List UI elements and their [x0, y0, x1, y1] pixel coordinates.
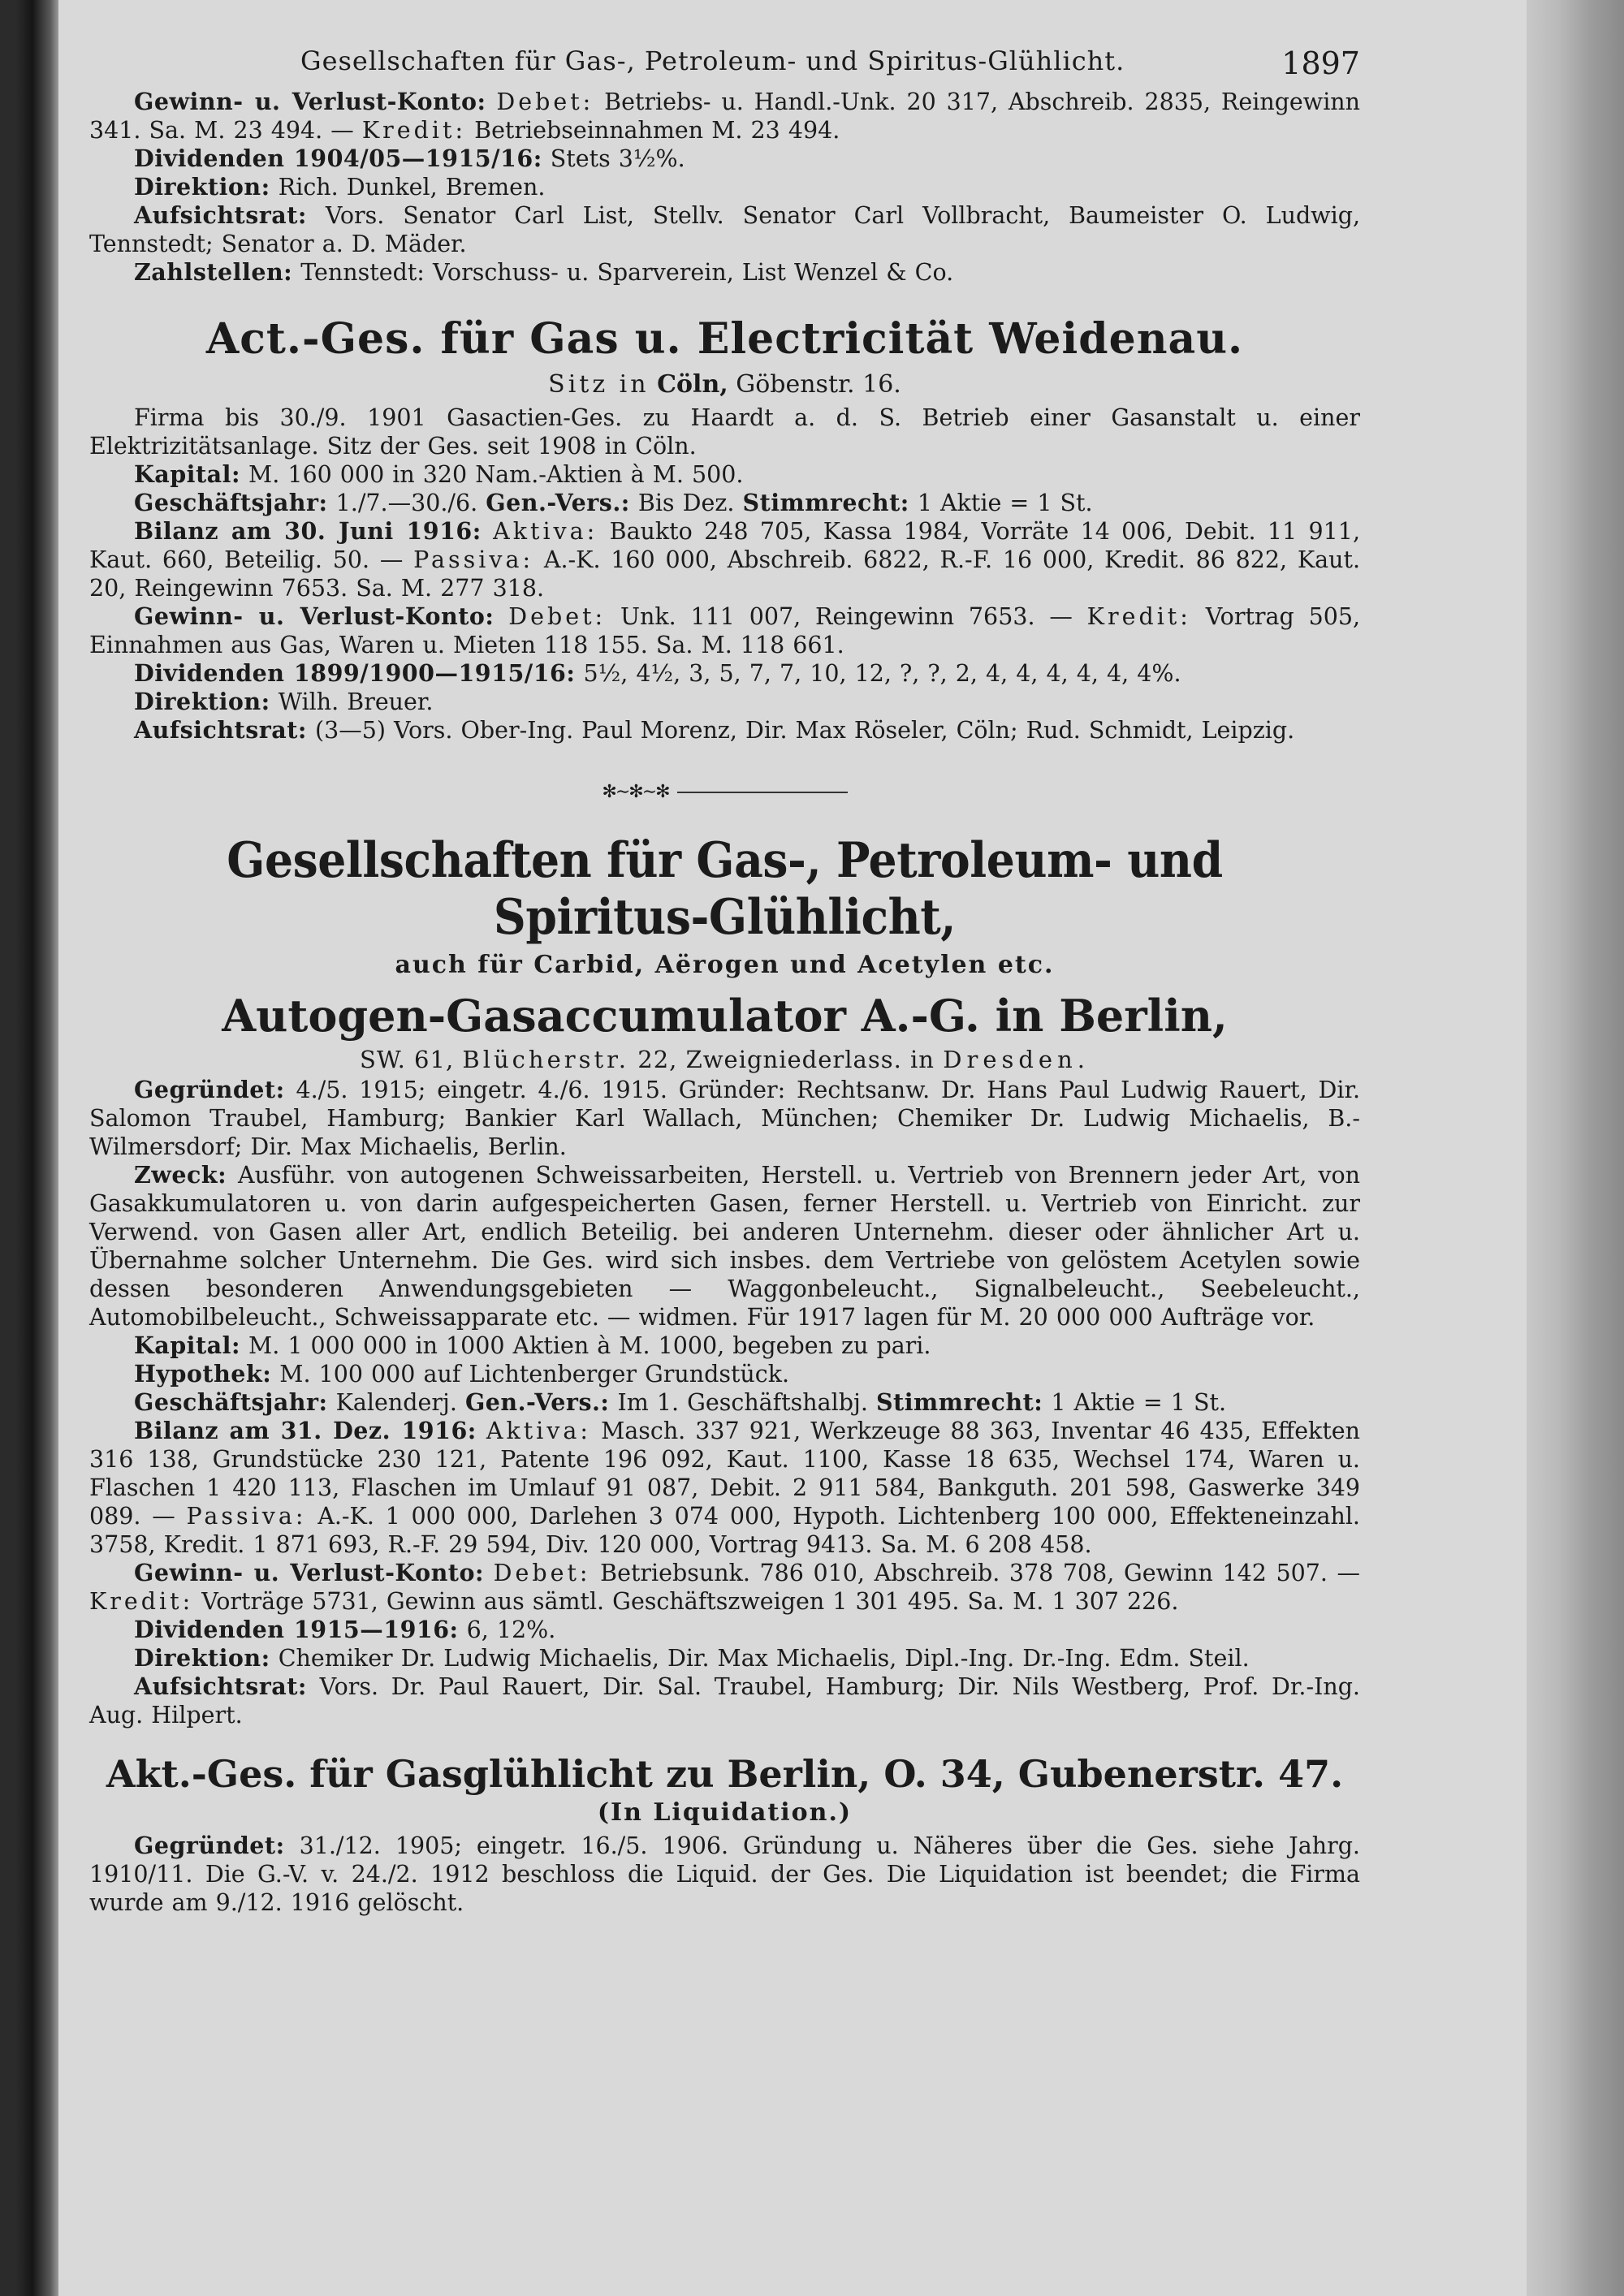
kredit-label: Kredit: [89, 1588, 194, 1615]
aufsichtsrat [89, 716, 1360, 744]
label: Gegründet: [134, 1832, 285, 1859]
running-head [89, 45, 1360, 88]
direktion [89, 1644, 1360, 1672]
scan-left-edge [0, 0, 58, 2296]
debet-label: Debet: [508, 603, 607, 630]
text: Tennstedt: Vorschuss- u. Sparverein, List Wenzel & Co. [300, 259, 954, 286]
text: 1 Aktie = 1 St. [1051, 1389, 1227, 1416]
text: Rich. Dunkel, Bremen. [278, 174, 546, 201]
passiva-label: Passiva: [413, 546, 534, 573]
aufsichtsrat [89, 1672, 1360, 1729]
section-title: Gesellschaften für Gas-, Petroleum- und Spiritus-Glühlicht, [227, 832, 1223, 946]
label: Hypothek: [134, 1360, 272, 1388]
sitz-post: Göbenstr. 16. [736, 370, 901, 399]
label: Gen.-Vers.: [486, 489, 630, 516]
kredit-text: Betriebseinnahmen M. 23 494. [474, 117, 840, 144]
entry-weidenau [89, 404, 1360, 744]
running-head-title: Gesellschaften für Gas-, Petroleum- und Spiritus-Glühlicht. [300, 45, 1125, 76]
label: Gewinn- u. Verlust-Konto: [134, 88, 486, 115]
address-pre: SW. 61, [360, 1046, 455, 1073]
company-title-gasgluehlicht: Akt.-Ges. für Gasglühlicht zu Berlin, O. 34, Gubenerstr. 47. [106, 1752, 1344, 1796]
gegruendet [89, 1076, 1360, 1161]
geschaeftsjahr [89, 1388, 1360, 1417]
section-divider [89, 782, 1360, 800]
debet-label: Debet: [496, 88, 594, 115]
label: Direktion: [134, 688, 270, 715]
label: Zahlstellen: [134, 258, 293, 286]
firma: Firma bis 30./9. 1901 Gasactien-Ges. zu Haardt a. d. S. Betrieb einer Gasanstalt u. einer Elektrizitätsanlage. Sitz der Ges. seit 1908 in Cöln. [89, 404, 1360, 460]
text: 31./12. 1905; eingetr. 16./5. 1906. Gründung u. Näheres über die Ges. siehe Jahrg. 1910/11. Die G.-V. v. 24./2. 1912 beschloss die Liquid. der Ges. Die Liquidation ist beendet; die Firma wurde am 9./12. 1916 gelöscht. [89, 1832, 1360, 1916]
text: Stets 3½%. [550, 145, 685, 172]
divider-rule [677, 792, 848, 793]
label: Stimmrecht: [742, 489, 909, 516]
sitz-pre: Sitz in [548, 370, 650, 399]
address-street: Blücherstr. [462, 1046, 630, 1073]
prev-entry [89, 88, 1360, 287]
label: Dividenden 1899/1900—1915/16: [134, 659, 576, 687]
bilanz [89, 517, 1360, 602]
prev-zahlstellen [89, 258, 1360, 287]
sitz-city: Cöln, [657, 370, 728, 399]
passiva-text: A.-K. 160 000, Abschreib. 6822, R.-F. 16 000, Kredit. 86 822, Kaut. 20, Reingewinn 7653. Sa. M. 277 318. [89, 546, 1361, 602]
text: 6, 12%. [466, 1616, 556, 1643]
prev-direktion [89, 173, 1360, 201]
prev-dividenden [89, 145, 1360, 173]
label: Bilanz am 30. Juni 1916: [134, 517, 482, 545]
section-subtitle: auch für Carbid, Aërogen und Acetylen etc. [395, 951, 1055, 979]
kredit-text: Vortrag 505, Einnahmen aus Gas, Waren u. Mieten 118 155. Sa. M. 118 661. [89, 603, 1361, 658]
text: Vors. Dr. Paul Rauert, Dir. Sal. Traubel, Hamburg; Dir. Nils Westberg, Prof. Dr.-Ing. Aug. Hilpert. [89, 1673, 1360, 1728]
aktiva-label: Aktiva: [486, 1418, 591, 1444]
text: M. 100 000 auf Lichtenberger Grundstück. [279, 1361, 790, 1388]
entry-autogen [89, 1076, 1360, 1729]
company-address [89, 1045, 1360, 1074]
passiva-label: Passiva: [186, 1503, 307, 1530]
label: Aufsichtsrat: [134, 1672, 307, 1700]
aktiva-label: Aktiva: [493, 518, 598, 545]
label: Geschäftsjahr: [134, 1388, 328, 1416]
debet-label: Debet: [493, 1560, 591, 1586]
debet-text: Betriebs- u. Handl.-Unk. 20 317, Abschreib. 2835, Reingewinn 341. Sa. M. 23 494. — [89, 88, 1361, 144]
text: Wilh. Breuer. [278, 688, 434, 715]
label: Dividenden 1904/05—1915/16: [134, 145, 542, 172]
direktion [89, 688, 1360, 716]
label: Direktion: [134, 173, 270, 201]
label: Zweck: [134, 1161, 227, 1189]
entry-gasgluehlicht [89, 1832, 1360, 1917]
passiva-text: A.-K. 1 000 000, Darlehen 3 074 000, Hypoth. Lichtenberg 100 000, Effekteneinzahl. 3758, Kredit. 1 871 693, R.-F. 29 594, Div. 120 000, Vortrag 9413. Sa. M. 6 208 458. [89, 1503, 1360, 1558]
guv [89, 1559, 1360, 1616]
label: Direktion: [134, 1644, 270, 1672]
gegruendet [89, 1832, 1360, 1917]
debet-text: Unk. 111 007, Reingewinn 7653. — [620, 603, 1073, 630]
page-number: 1897 [1281, 45, 1360, 81]
scan-right-edge [1527, 0, 1624, 2296]
dividenden [89, 1616, 1360, 1644]
liquidation-status: (In Liquidation.) [597, 1798, 853, 1827]
label: Dividenden 1915—1916: [134, 1616, 459, 1643]
document-page [89, 45, 1360, 1917]
ornament-icon: ✻∼✻∼✻ [602, 782, 669, 802]
geschaeftsjahr [89, 489, 1360, 517]
address-city: Dresden. [943, 1046, 1090, 1073]
aktiva-text: Masch. 337 921, Werkzeuge 88 363, Inventar 46 435, Effekten 316 138, Grundstücke 230 121, Patente 196 092, Kaut. 1100, Kasse 18 635, Wechsel 174, Waren u. Flaschen 1 420 113, Flaschen im Umlauf 91 087, Debit. 2 911 584, Bankguth. 201 598, Gaswerke 349 089. — [89, 1418, 1361, 1530]
text: Bis Dez. [637, 490, 735, 516]
text: Kalenderj. [335, 1389, 457, 1416]
text: Chemiker Dr. Ludwig Michaelis, Dir. Max Michaelis, Dipl.-Ing. Dr.-Ing. Edm. Steil. [278, 1645, 1250, 1672]
company-seat [89, 369, 1360, 400]
label: Aufsichtsrat: [134, 716, 307, 744]
kapital [89, 1331, 1360, 1360]
kapital [89, 460, 1360, 489]
label: Geschäftsjahr: [134, 489, 328, 516]
company-title-autogen: Autogen-Gasaccumulator A.-G. in Berlin, [222, 990, 1228, 1042]
prev-guv [89, 88, 1360, 145]
text: 4./5. 1915; eingetr. 4./6. 1915. Gründer: Rechtsanw. Dr. Hans Paul Ludwig Rauert, Dir. Salomon Traubel, Hamburg; Bankier Karl Wallach, München; Chemiker Dr. Ludwig Michaelis, B.-Wilmersdorf; Dir. Max Michaelis, Berlin. [89, 1077, 1361, 1160]
guv [89, 602, 1360, 659]
company-title-weidenau: Act.-Ges. für Gas u. Electricität Weidenau. [205, 314, 1244, 364]
aktiva-text: Baukto 248 705, Kassa 1984, Vorräte 14 006, Debit. 11 911, Kaut. 660, Beteilig. 50. — [89, 518, 1361, 573]
zweck [89, 1161, 1360, 1331]
label: Gegründet: [134, 1076, 285, 1103]
text: (3—5) Vors. Ober-Ing. Paul Morenz, Dir. Max Röseler, Cöln; Rud. Schmidt, Leipzig. [314, 717, 1295, 744]
text: Vors. Senator Carl List, Stellv. Senator Carl Vollbracht, Baumeister O. Ludwig, Tennstedt; Senator a. D. Mäder. [89, 202, 1360, 257]
label: Bilanz am 31. Dez. 1916: [134, 1417, 477, 1444]
label: Gewinn- u. Verlust-Konto: [134, 602, 495, 630]
kredit-label: Kredit: [1086, 603, 1191, 630]
hypothek [89, 1360, 1360, 1388]
label: Gen.-Vers.: [464, 1388, 610, 1416]
kredit-label: Kredit: [361, 117, 467, 144]
bilanz [89, 1417, 1360, 1559]
text: 1 Aktie = 1 St. [917, 490, 1093, 516]
text: M. 160 000 in 320 Nam.-Aktien à M. 500. [248, 461, 744, 488]
label: Stimmrecht: [875, 1388, 1043, 1416]
kredit-text: Vorträge 5731, Gewinn aus sämtl. Geschäftszweigen 1 301 495. Sa. M. 1 307 226. [201, 1588, 1179, 1615]
text: M. 1 000 000 in 1000 Aktien à M. 1000, begeben zu pari. [248, 1332, 931, 1359]
text: Im 1. Geschäftshalbj. [617, 1389, 868, 1416]
label: Kapital: [134, 1331, 240, 1359]
debet-text: Betriebsunk. 786 010, Abschreib. 378 708, Gewinn 142 507. — [600, 1560, 1361, 1586]
label: Gewinn- u. Verlust-Konto: [134, 1559, 484, 1586]
label: Kapital: [134, 460, 240, 488]
dividenden [89, 659, 1360, 688]
prev-aufsichtsrat [89, 201, 1360, 258]
text: 5½, 4½, 3, 5, 7, 7, 10, 12, ?, ?, 2, 4, 4, 4, 4, 4, 4%. [583, 660, 1181, 687]
text: Ausführ. von autogenen Schweissarbeiten, Herstell. u. Vertrieb von Brennern jeder Art, von Gasakkumulatoren u. von darin aufgespeicherten Gasen, ferner Herstell. u. Vertrieb von Einricht. zur Verwend. von Gasen aller Art, endlich Beteilig. bei anderen Unternehm. dieser oder ähnlicher Art u. Übernahme solcher Unternehm. Die Ges. wird sich insbes. dem Vertriebe von gelöstem Acetylen sowie dessen besonderen Anwendungsgebieten — Waggonbeleucht., Signalbeleucht., Seebeleucht., Automobilbeleucht., Schweissapparate etc. — widmen. Für 1917 lagen für M. 20 000 000 Aufträge vor. [89, 1162, 1361, 1331]
text: 1./7.—30./6. [335, 490, 478, 516]
label: Aufsichtsrat: [134, 201, 307, 229]
address-mid: 22, Zweigniederlass. in [637, 1046, 935, 1073]
